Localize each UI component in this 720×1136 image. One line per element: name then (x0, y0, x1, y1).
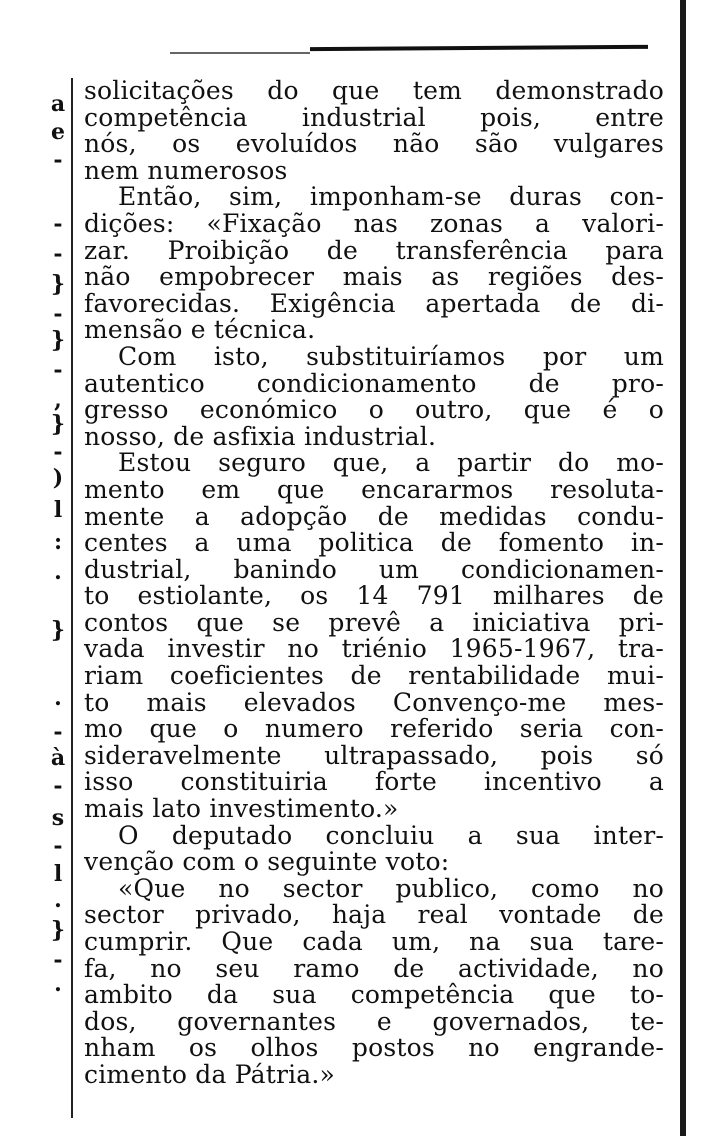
margin-fragment: - (53, 301, 63, 327)
article-body (84, 78, 664, 1089)
margin-fragment: à (50, 745, 66, 771)
article-line: mente a adopção de medidas condu- (84, 501, 664, 531)
article-line: fa, no seu ramo de actividade, no (84, 953, 664, 983)
margin-fragment: - (53, 947, 63, 973)
margin-fragment: s (51, 805, 65, 831)
article-line: dustrial, banindo um condicionamen- (84, 554, 664, 584)
margin-fragment: e (51, 119, 65, 145)
article-line: dos, governantes e governados, te- (84, 1006, 664, 1036)
left-margin-fragments (46, 62, 70, 1122)
article-line: nham os olhos postos no engrande- (84, 1033, 664, 1063)
article-line: O deputado concluiu a sua inter- (118, 820, 664, 850)
article-line: to estiolante, os 14 791 milhares de (84, 581, 664, 611)
margin-fragment: a (50, 91, 66, 117)
margin-fragment: , (54, 387, 62, 413)
article-line: Com isto, substituiríamos por um (118, 341, 664, 371)
margin-fragment: - (53, 211, 63, 237)
article-line: cumprir. Que cada um, na sua tare- (84, 927, 664, 956)
article-line: nem numerosos (84, 155, 288, 185)
margin-fragment: } (50, 327, 66, 353)
article-line: to mais elevados Convenço-me mes- (84, 687, 664, 717)
article-line: sector privado, haja real vontade de (84, 900, 664, 930)
column-rule (71, 78, 73, 1118)
margin-fragment: ) (52, 465, 64, 491)
margin-fragment: } (50, 411, 66, 437)
article-line: venção com o seguinte voto: (84, 847, 450, 877)
margin-fragment: - (53, 773, 63, 799)
article-line: «Que no sector publico, como no (118, 873, 664, 903)
top-rule (310, 45, 648, 51)
margin-fragment: } (50, 917, 66, 943)
margin-fragment: - (53, 719, 63, 745)
article-line: sideravelmente ultrapassado, pois só (84, 740, 664, 770)
article-line: autentico condicionamento de pro- (84, 368, 664, 398)
margin-fragment: - (53, 439, 63, 465)
margin-fragment: - (53, 241, 63, 267)
article-line: contos que se prevê a iniciativa pri- (84, 607, 664, 637)
top-rule-fade (170, 52, 310, 54)
margin-fragment: . (54, 971, 62, 997)
article-line: zar. Proibição de transferência para (84, 235, 664, 265)
article-line: nós, os evoluídos não são vulgares (84, 129, 664, 159)
article-line: vada investir no triénio 1965-1967, tra- (84, 634, 664, 664)
article-line: favorecidas. Exigência apertada de di- (84, 288, 664, 318)
margin-fragment: } (50, 271, 66, 297)
article-line: nosso, de asfixia industrial. (84, 421, 437, 451)
article-line: isso constituiria forte incentivo a (84, 767, 664, 797)
article-line: centes a uma politica de fomento in- (84, 528, 664, 558)
margin-fragment: . (54, 887, 62, 913)
margin-fragment: - (53, 833, 63, 859)
margin-fragment: . (54, 685, 62, 711)
margin-fragment: l (53, 861, 63, 887)
margin-fragment: } (50, 617, 66, 643)
margin-fragment: - (53, 147, 63, 173)
article-line: solicitações do que tem demonstrado (84, 76, 664, 105)
article-line: gresso económico o outro, que é o (84, 395, 664, 425)
article-line: dições: «Fixação nas zonas a valori- (84, 208, 664, 238)
article-line: mento em que encararmos resoluta- (84, 474, 664, 504)
article-line: cimento da Pátria.» (84, 1059, 336, 1089)
margin-fragment: : (53, 529, 63, 555)
article-line: ambito da sua competência que to- (84, 980, 664, 1010)
margin-fragment: - (53, 357, 63, 383)
article-line: não empobrecer mais as regiões des- (84, 262, 664, 292)
right-edge-shadow (680, 0, 686, 1136)
article-line: mensão e técnica. (84, 315, 316, 345)
article-line: Estou seguro que, a partir do mo- (118, 448, 664, 478)
article-line: riam coeficientes de rentabilidade mui- (84, 661, 664, 691)
article-line: mo que o numero referido seria con- (84, 714, 664, 744)
article-line: competência industrial pois, entre (84, 102, 664, 132)
article-line: Então, sim, imponham-se duras con- (118, 182, 664, 212)
margin-fragment: . (54, 559, 62, 585)
margin-fragment: l (53, 497, 63, 523)
article-line: mais lato investimento.» (84, 794, 399, 824)
